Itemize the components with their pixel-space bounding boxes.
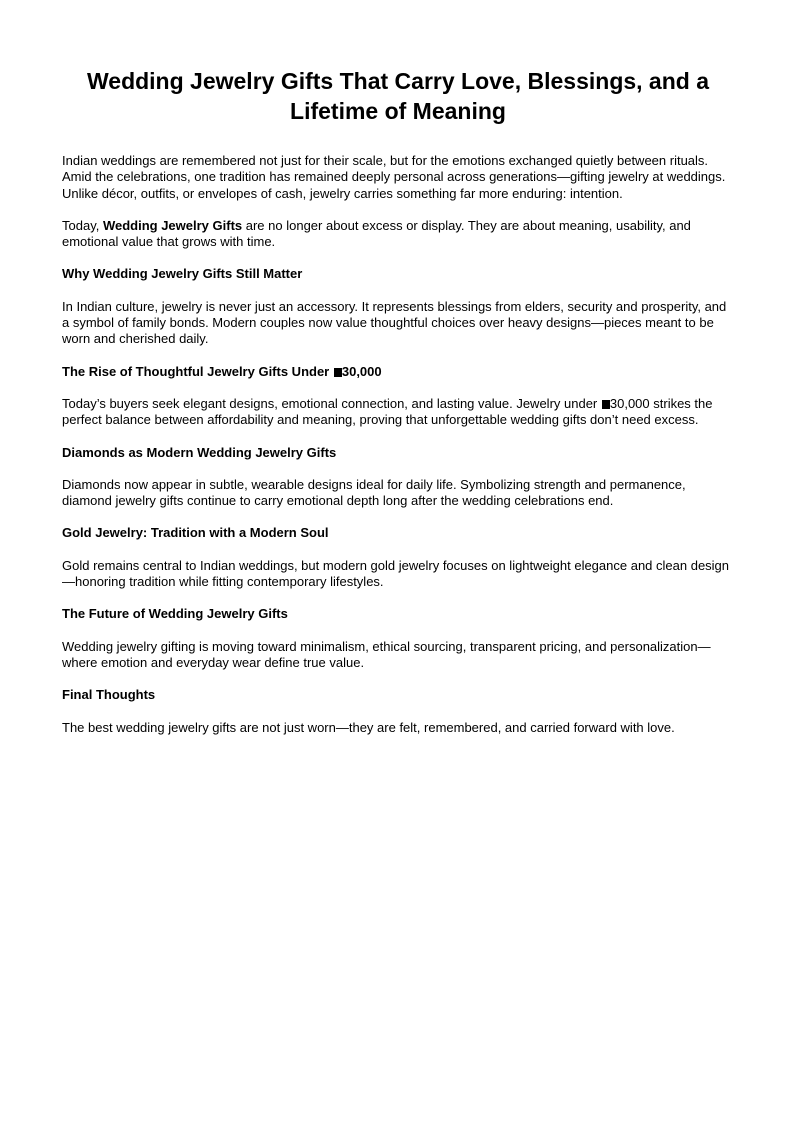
today-paragraph: [62, 218, 734, 251]
section-heading-future: The Future of Wedding Jewelry Gifts: [62, 606, 288, 622]
rise-body-before: Today’s buyers seek elegant designs, emotional connection, and lasting value. Jewelry under: [62, 395, 601, 411]
document-title: Wedding Jewelry Gifts That Carry Love, Blessings, and a Lifetime of Meaning: [86, 68, 710, 124]
document-page: [62, 66, 734, 752]
missing-glyph-icon: [602, 400, 610, 409]
section-body-gold: Gold remains central to Indian weddings, but modern gold jewelry focuses on lightweight elegance and clean design—honoring tradition while fitting contemporary lifestyles.: [62, 557, 730, 590]
section-body-diamonds: Diamonds now appear in subtle, wearable designs ideal for daily life. Symbolizing strength and permanence, diamond jewelry gifts continue to carry emotional depth long after the wedding celebrations end.: [62, 476, 686, 509]
section-body-final: The best wedding jewelry gifts are not just worn—they are felt, remembered, and carried forward with love.: [62, 719, 675, 735]
rise-body-after: 30,000 strikes the perfect balance between affordability and meaning, proving that unforgettable wedding gifts don’t need excess.: [62, 395, 713, 428]
today-text-before: Today,: [62, 217, 103, 233]
intro-paragraph: Indian weddings are remembered not just for their scale, but for the emotions exchanged quietly between rituals. Amid the celebrations, one tradition has remained deeply personal across generations—gifting jewelry at weddings. Unlike décor, outfits, or envelopes of cash, jewelry carries something far more enduring: intention.: [62, 153, 726, 201]
today-emphasis: Wedding Jewelry Gifts: [102, 217, 243, 233]
missing-glyph-icon: [334, 368, 342, 377]
section-heading-gold: Gold Jewelry: Tradition with a Modern Soul: [62, 525, 329, 541]
section-body-rise: [62, 396, 734, 429]
today-text-after: are no longer about excess or display. They are about meaning, usability, and emotional value that grows with time.: [62, 217, 691, 250]
section-heading-final: Final Thoughts: [62, 687, 156, 703]
rise-heading-before: The Rise of Thoughtful Jewelry Gifts Under: [62, 363, 333, 379]
section-body-future: Wedding jewelry gifting is moving toward minimalism, ethical sourcing, transparent pricing, and personalization—where emotion and everyday wear define true value.: [62, 638, 711, 670]
section-body-why: In Indian culture, jewelry is never just an accessory. It represents blessings from elders, security and prosperity, and a symbol of family bonds. Modern couples now value thoughtful choices over heavy designs—pieces meant to be worn and cherished daily.: [62, 298, 727, 347]
section-heading-rise: [62, 364, 734, 380]
rise-heading-after: 30,000: [341, 363, 382, 379]
section-heading-why: Why Wedding Jewelry Gifts Still Matter: [62, 266, 303, 282]
section-heading-diamonds: Diamonds as Modern Wedding Jewelry Gifts: [62, 444, 337, 460]
